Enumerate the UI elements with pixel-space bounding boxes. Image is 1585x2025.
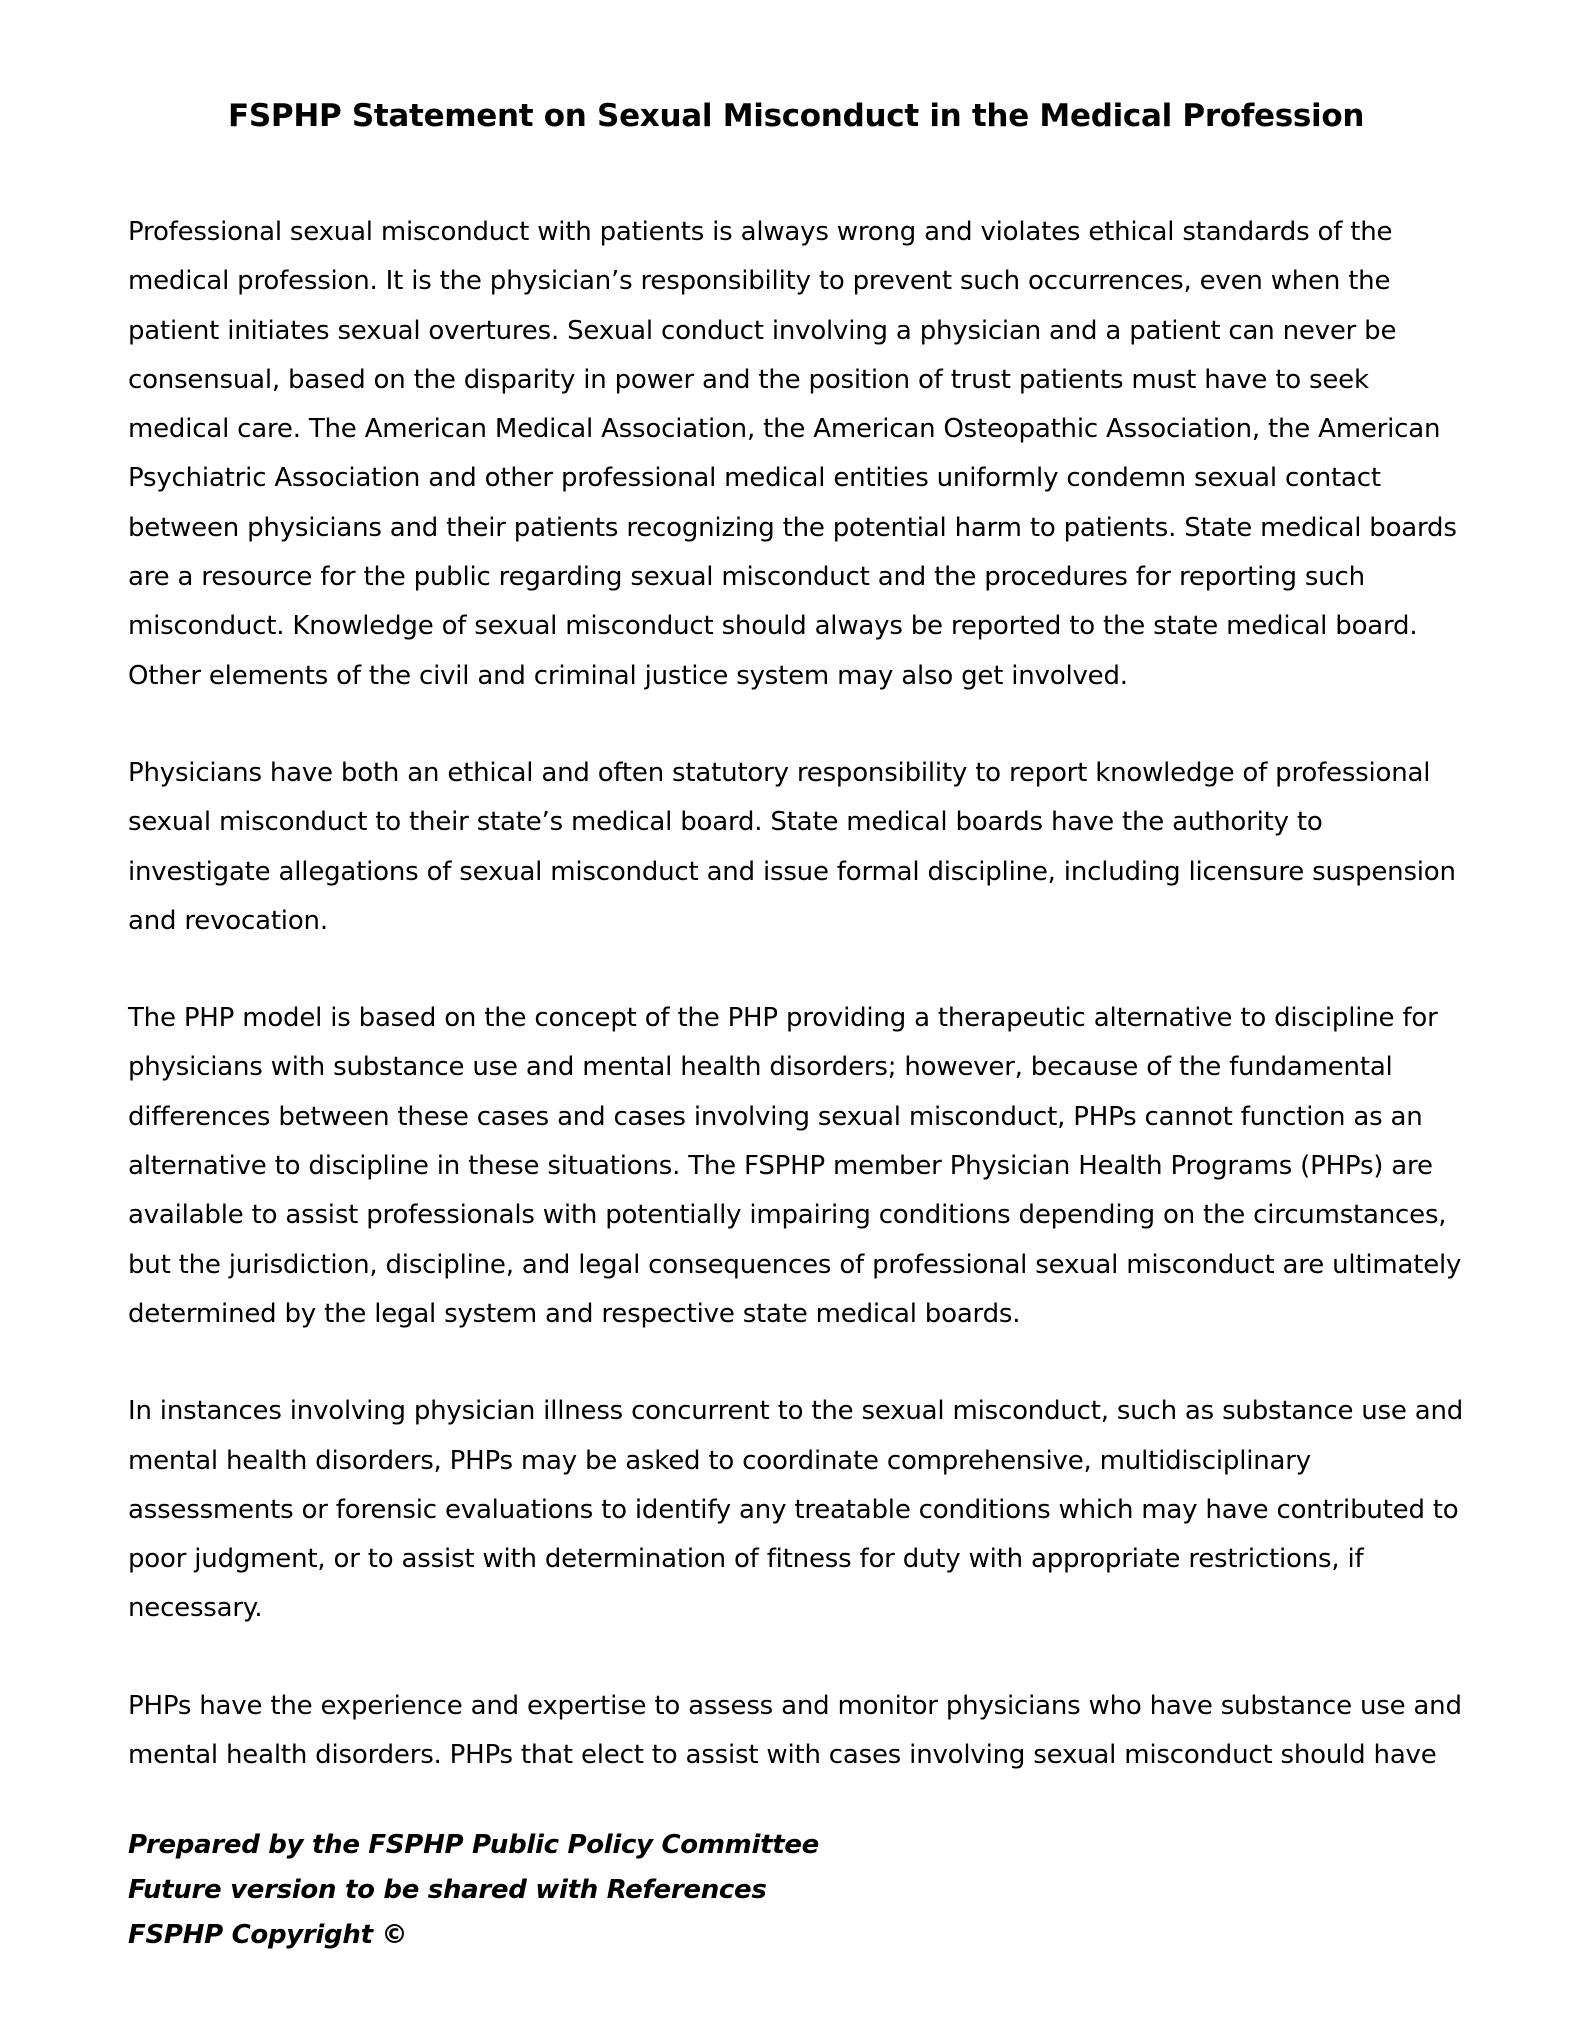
paragraph-3 — [128, 994, 1528, 1339]
paragraph-line: are a resource for the public regarding sexual misconduct and the procedures for reporting such — [128, 562, 1365, 593]
paragraph-line: mental health disorders. PHPs that elect to assist with cases involving sexual misconduct should have — [128, 1740, 1437, 1771]
paragraph-line: alternative to discipline in these situations. The FSPHP member Physician Health Programs (PHPs) are — [128, 1151, 1433, 1182]
paragraph-line: necessary. — [128, 1593, 263, 1624]
paragraph-line: differences between these cases and cases involving sexual misconduct, PHPs cannot function as an — [128, 1101, 1423, 1132]
paragraph-line: patient initiates sexual overtures. Sexual conduct involving a physician and a patient can never be — [128, 315, 1397, 346]
paragraph-line: mental health disorders, PHPs may be asked to coordinate comprehensive, multidisciplinary — [128, 1445, 1311, 1476]
paragraph-line: PHPs have the experience and expertise to assess and monitor physicians who have substance use and — [128, 1690, 1462, 1721]
paragraph-line: consensual, based on the disparity in power and the position of trust patients must have to seek — [128, 364, 1369, 395]
paragraph-line: between physicians and their patients recognizing the potential harm to patients. State medical boards — [128, 512, 1457, 543]
paragraph-line: sexual misconduct to their state’s medical board. State medical boards have the authority to — [128, 807, 1323, 838]
paragraph-line: The PHP model is based on the concept of the PHP providing a therapeutic alternative to discipline for — [128, 1003, 1438, 1034]
prepared-by-note: Prepared by the FSPHP Public Policy Committee — [128, 1830, 819, 1860]
paragraph-line: Psychiatric Association and other professional medical entities uniformly condemn sexual contact — [128, 463, 1381, 494]
paragraph-line: and revocation. — [128, 905, 328, 936]
document-body — [128, 208, 1528, 1828]
paragraph-line: investigate allegations of sexual misconduct and issue formal discipline, including licensure suspension — [128, 856, 1456, 887]
document-title: FSPHP Statement on Sexual Misconduct in the Medical Profession — [228, 98, 1365, 134]
copyright-note: FSPHP Copyright © — [128, 1920, 408, 1950]
paragraph-line: Professional sexual misconduct with patients is always wrong and violates ethical standards of the — [128, 217, 1393, 247]
paragraph-line: assessments or forensic evaluations to identify any treatable conditions which may have contributed to — [128, 1494, 1459, 1525]
paragraph-line: medical care. The American Medical Association, the American Osteopathic Association, the American — [128, 414, 1441, 445]
paragraph-line: medical profession. It is the physician’s responsibility to prevent such occurrences, even when the — [128, 266, 1391, 297]
paragraph-line: Physicians have both an ethical and often statutory responsibility to report knowledge of professional — [128, 757, 1431, 788]
paragraph-2 — [128, 749, 1528, 946]
paragraph-line: misconduct. Knowledge of sexual misconduct should always be reported to the state medical board. — [128, 611, 1418, 642]
paragraph-line: In instances involving physician illness concurrent to the sexual misconduct, such as substance use and — [128, 1396, 1464, 1427]
paragraph-4 — [128, 1387, 1528, 1633]
paragraph-line: available to assist professionals with potentially impairing conditions depending on the circumstances, — [128, 1200, 1447, 1231]
paragraph-line: poor judgment, or to assist with determination of fitness for duty with appropriate restrictions, if — [128, 1544, 1364, 1575]
paragraph-line: but the jurisdiction, discipline, and legal consequences of professional sexual misconduct are ultimately — [128, 1249, 1462, 1280]
paragraph-5 — [128, 1682, 1528, 1781]
document-footer — [128, 1823, 819, 1958]
paragraph-line: determined by the legal system and respective state medical boards. — [128, 1298, 1021, 1329]
paragraph-line: Other elements of the civil and criminal justice system may also get involved. — [128, 660, 1128, 691]
paragraph-1 — [128, 208, 1528, 701]
future-version-note: Future version to be shared with References — [128, 1875, 767, 1905]
paragraph-line: physicians with substance use and mental health disorders; however, because of the fundamental — [128, 1052, 1393, 1083]
